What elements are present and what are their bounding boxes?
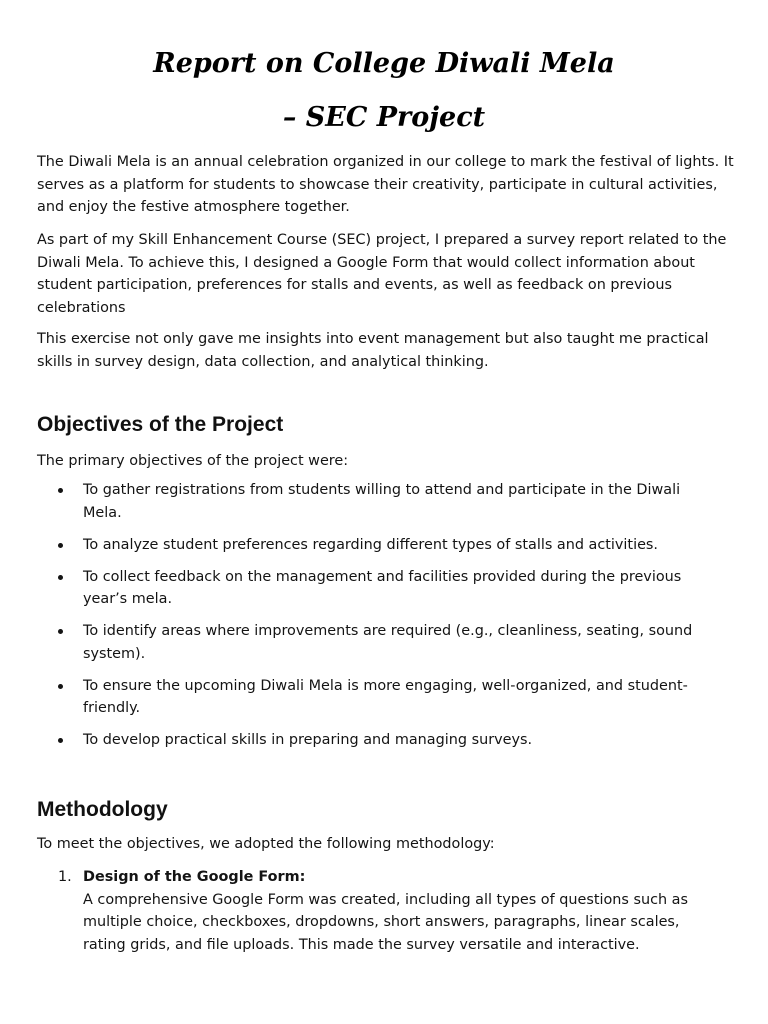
bullet-icon — [58, 738, 63, 743]
bullet-icon — [58, 488, 63, 493]
objective-text: To develop practical skills in preparing and managing surveys. — [83, 732, 533, 748]
step-title: Design of the Google Form: — [83, 869, 306, 885]
intro-paragraph-3: This exercise not only gave me insights into event management but also taught me practical skills in survey design, data collection, and analytical thinking. — [37, 331, 709, 370]
bullet-icon — [58, 575, 63, 580]
document-title-line-1: Report on College Diwali Mela — [153, 48, 615, 79]
objective-item — [0, 534, 708, 557]
bullet-icon — [58, 629, 63, 634]
objectives-intro: The primary objectives of the project were: — [37, 453, 349, 469]
bullet-icon — [58, 543, 63, 548]
objectives-list — [0, 479, 768, 761]
objective-text: To collect feedback on the management and facilities provided during the previous year’s mela. — [83, 568, 682, 607]
objective-text: To gather registrations from students willing to attend and participate in the Diwali Mela. — [83, 482, 681, 521]
step-text: A comprehensive Google Form was created, including all types of questions such as multiple choice, checkboxes, dropdowns, short answers, paragraphs, linear scales, rating grids, and file uploads. This made the survey versatile and interactive. — [83, 891, 688, 953]
intro-paragraph-1: The Diwali Mela is an annual celebration organized in our college to mark the festival of lights. It serves as a platform for students to showcase their creativity, participate in cultural activities, and enjoy the festive atmosphere together. — [37, 154, 734, 215]
bullet-icon — [58, 684, 63, 689]
methodology-step — [0, 866, 768, 956]
objective-item — [0, 729, 708, 752]
step-body — [83, 866, 703, 956]
objective-item — [0, 566, 708, 611]
objective-text: To analyze student preferences regarding different types of stalls and activities. — [83, 536, 658, 553]
objective-item — [0, 675, 708, 720]
step-number: 1. — [58, 869, 72, 885]
methodology-heading: Methodology — [37, 798, 168, 821]
objective-item — [0, 620, 708, 665]
objectives-heading: Objectives of the Project — [37, 413, 284, 436]
document-title-line-2: – SEC Project — [282, 102, 486, 133]
objective-item — [0, 479, 708, 524]
methodology-intro: To meet the objectives, we adopted the following methodology: — [37, 836, 495, 852]
intro-paragraph-2: As part of my Skill Enhancement Course (SEC) project, I prepared a survey report related to the Diwali Mela. To achieve this, I designed a Google Form that would collect information about student participation, preferences for stalls and events, as well as feedback on previous celebrations — [37, 232, 727, 316]
objective-text: To ensure the upcoming Diwali Mela is more engaging, well-organized, and student-friendly. — [83, 677, 688, 716]
objective-text: To identify areas where improvements are required (e.g., cleanliness, seating, sound system). — [83, 623, 693, 662]
